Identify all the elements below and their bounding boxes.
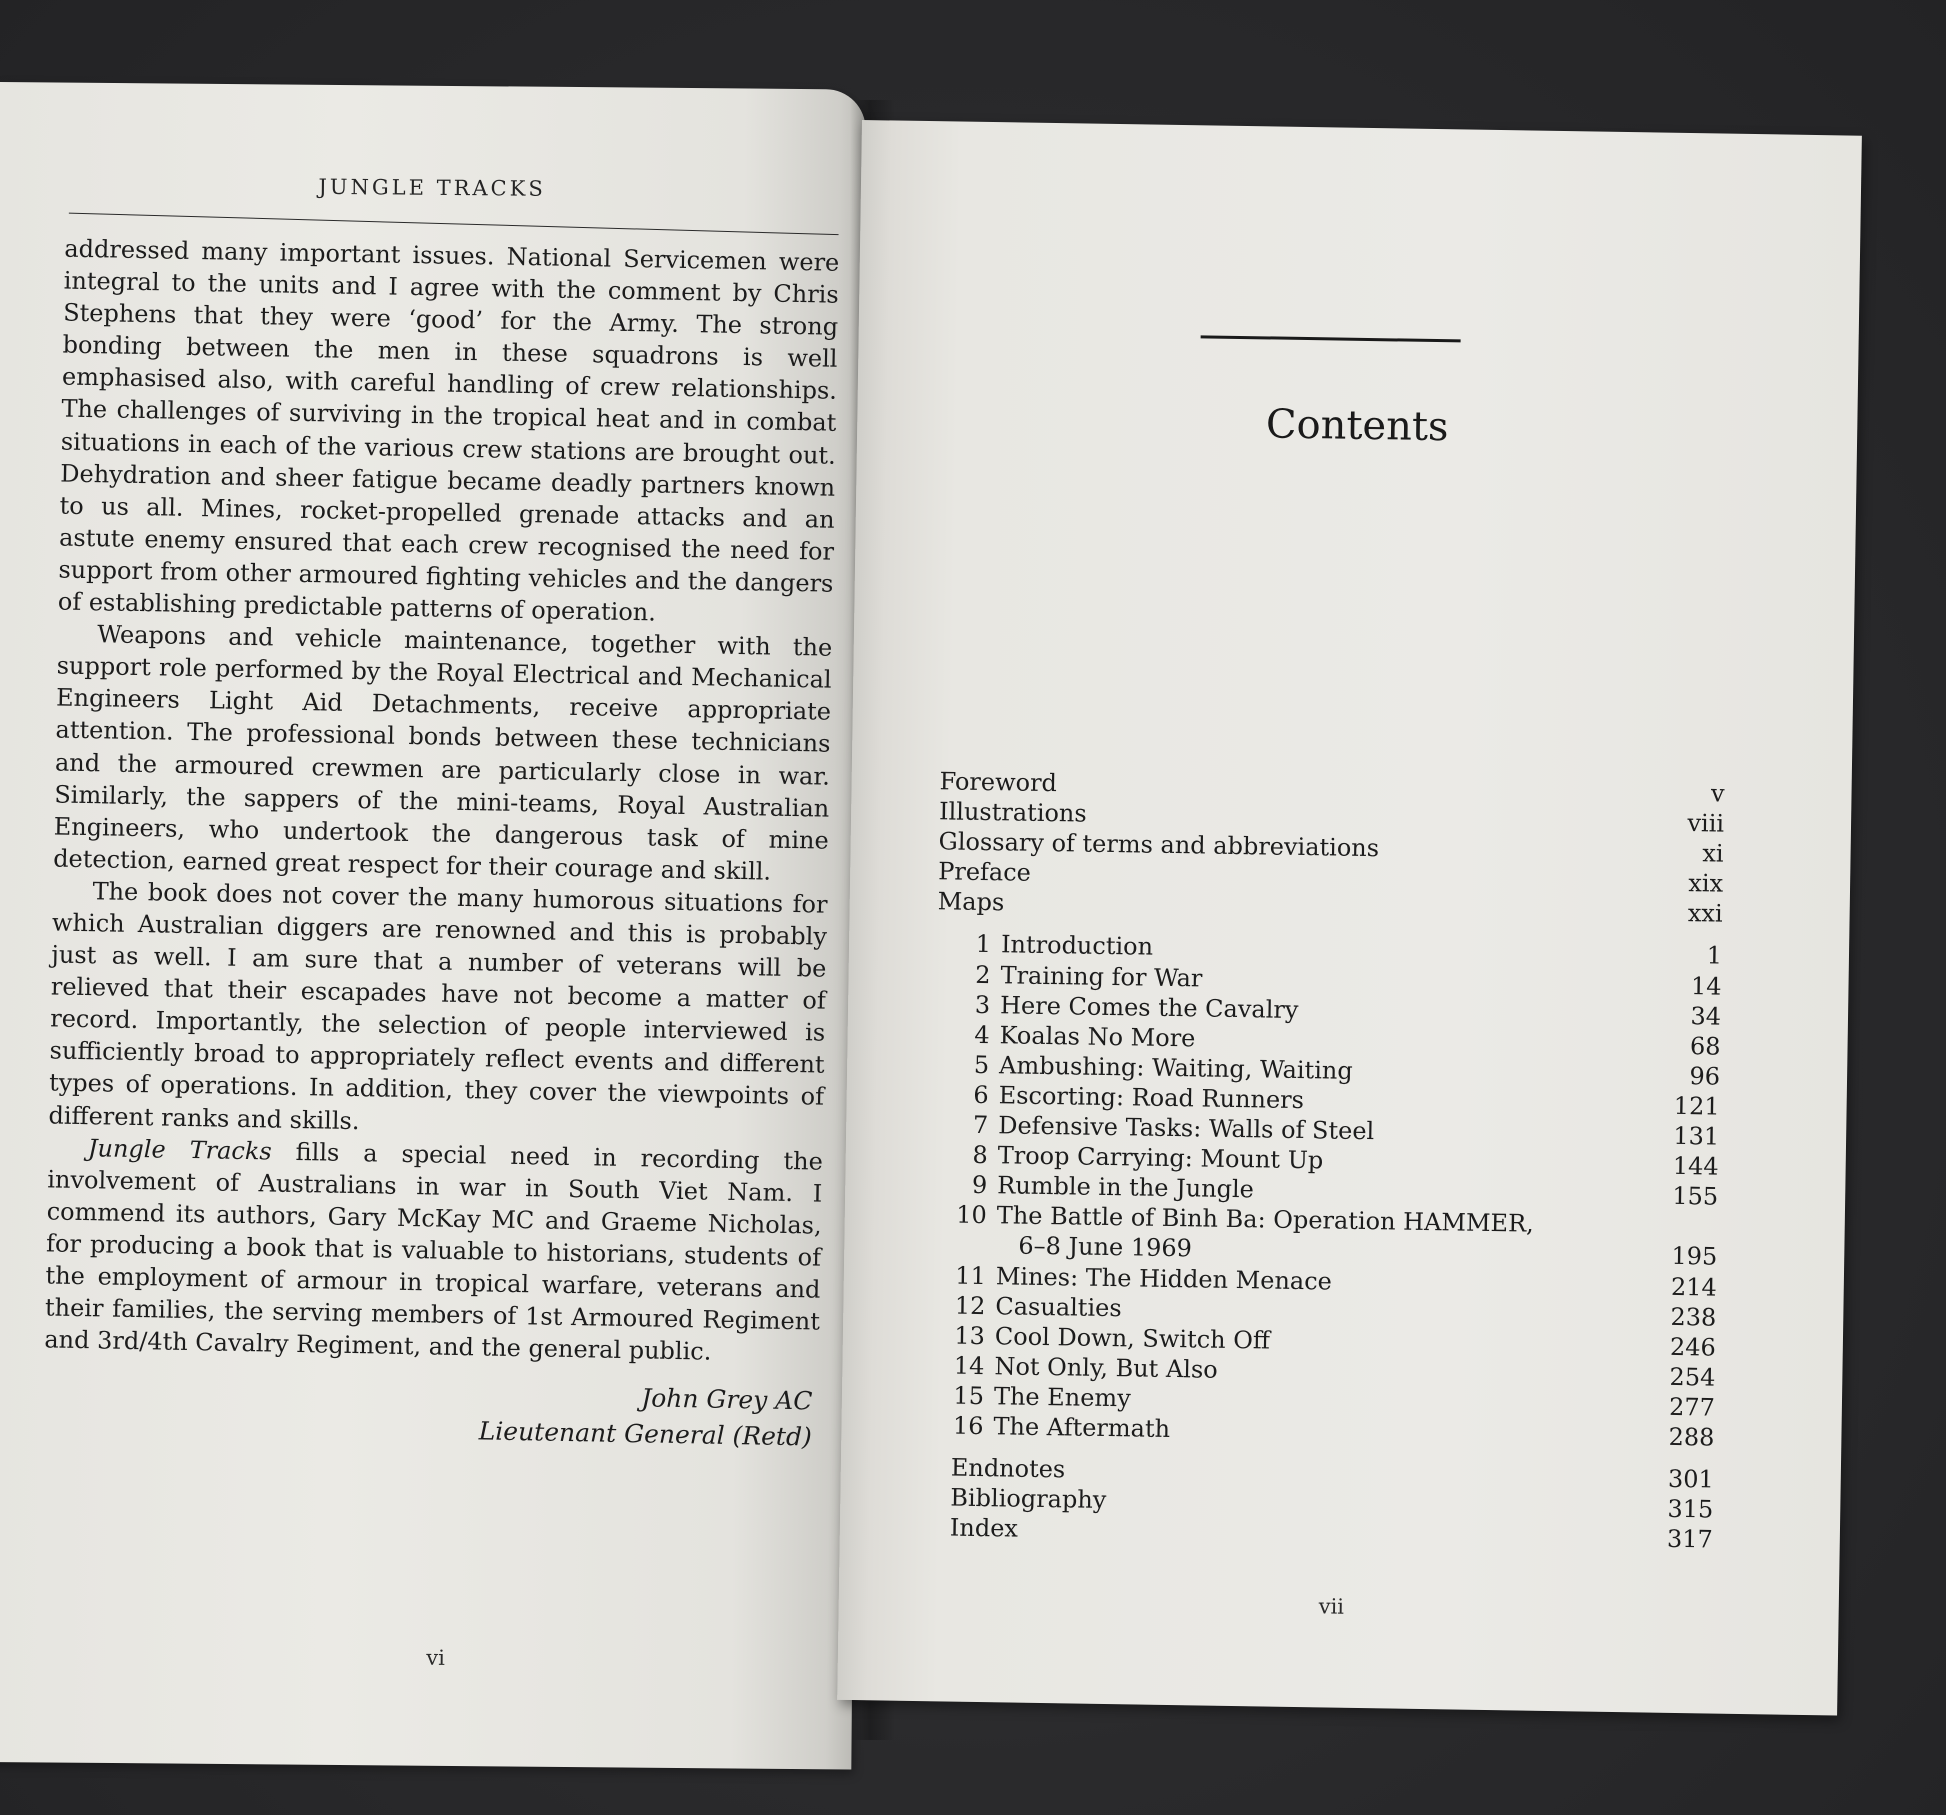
toc-page: 144 [1672, 1151, 1719, 1181]
paragraph-1: addressed many important issues. National Servicemen were integral to the units and I agree with the comment by Chris Stephens that they were ‘good’ for the Army. The strong bonding between the men in these squadrons is well emphasised also, with careful handling of crew relationships. The challenges of surviving in the tropical heat and in combat situations in each of the various crew stations are brought out. Dehydration and sheer fatigue became deadly partners known to us all. Mines, rocket-propelled grenade attacks and an astute enemy ensured that each crew recognised the need for support from other armoured fighting vehicles and the dangers of establishing predictable patterns of operation. [57, 234, 840, 627]
left-page-body [43, 233, 840, 1456]
toc-page: 1 [1706, 941, 1723, 971]
toc-chapter: 6 Escorting: Road Runners 121 [973, 1080, 1720, 1121]
toc-page: 34 [1690, 1001, 1722, 1031]
toc-chapter: 7 Defensive Tasks: Walls of Steel 131 [972, 1110, 1720, 1151]
toc-page: 301 [1667, 1464, 1714, 1494]
toc-page: v [1710, 779, 1725, 808]
running-head-rule [69, 213, 839, 235]
toc-page: xix [1688, 869, 1724, 898]
book-title-italic: Jungle Tracks [87, 1133, 272, 1166]
paragraph-2: Weapons and vehicle maintenance, together with the support role performed by the Royal Electrical and Mechanical Engineers Light Aid Detachments, receive appropriate attention. The professional bonds between these technicians and the armoured crewmen are particularly close in war. Similarly, the sappers of the mini-teams, Royal Australian Engineers, who undertook the dangerous task of mine detection, earned great respect for their courage and skill. [52, 620, 833, 886]
toc-page: xi [1702, 839, 1724, 868]
toc-chapter: 15 The Enemy 277 [953, 1381, 1716, 1422]
toc-entry: Index 317 [949, 1513, 1714, 1554]
toc-page: 195 [1671, 1242, 1718, 1271]
contents-rule [1201, 335, 1461, 342]
toc-page: 315 [1667, 1494, 1714, 1524]
signature-name: John Grey AC [640, 1383, 813, 1416]
running-head: JUNGLE TRACKS [318, 174, 546, 201]
toc-chapter: 9 Rumble in the Jungle 155 [971, 1171, 1719, 1211]
toc-entry: Endnotes 301 [950, 1453, 1714, 1494]
toc-chapter: 14 Not Only, But Also 254 [953, 1351, 1716, 1392]
toc-chapter: 12 Casualties 238 [954, 1291, 1717, 1332]
toc-chapter: 11 Mines: The Hidden Menace 214 [955, 1261, 1717, 1302]
right-page [837, 120, 1862, 1716]
toc-page: 288 [1668, 1422, 1715, 1452]
toc-entry: Glossary of terms and abbreviations xi [938, 827, 1724, 868]
toc-page: 214 [1670, 1272, 1717, 1302]
toc-entry: Illustrations viii [938, 797, 1725, 838]
toc-chapter: 1 Introduction 1 [975, 930, 1723, 971]
toc-page: 131 [1673, 1121, 1720, 1151]
toc-chapter: 13 Cool Down, Switch Off 246 [954, 1321, 1717, 1362]
toc-page: 68 [1689, 1031, 1721, 1061]
toc-page: 155 [1672, 1182, 1719, 1211]
toc-chapter: 10 The Battle of Binh Ba: Operation HAMMER, [956, 1200, 1534, 1238]
paragraph-4 [44, 1131, 823, 1370]
toc-page: 254 [1669, 1362, 1716, 1392]
toc-chapter: 3 Here Comes the Cavalry 34 [974, 990, 1722, 1031]
page-number-left: vi [426, 1645, 445, 1670]
left-page [0, 82, 866, 1769]
signature-rank: Lieutenant General (Retd) [478, 1416, 813, 1452]
paragraph-3: The book does not cover the many humorous situations for which Australian diggers are renowned and this is probably just as well. I am sure that a number of veterans will be relieved that their escapades have not become a matter of record. Importantly, the selection of people interviewed is sufficiently broad to appropriately reflect events and different types of operations. In addition, they cover the viewpoints of different ranks and skills. [48, 877, 828, 1135]
toc-page: xxi [1687, 899, 1723, 928]
toc-page: 317 [1666, 1525, 1714, 1554]
toc-page: viii [1687, 809, 1725, 838]
toc-chapter: 8 Troop Carrying: Mount Up 144 [972, 1140, 1719, 1181]
table-of-contents [928, 766, 1725, 1555]
signature-block [43, 1370, 819, 1456]
toc-page: 121 [1673, 1091, 1720, 1121]
toc-entry: Bibliography 315 [950, 1483, 1714, 1524]
contents-title: Contents [1265, 401, 1449, 451]
page-number-right: vii [1318, 1594, 1345, 1619]
toc-page: 14 [1690, 971, 1722, 1001]
paragraph-4-text: fills a special need in recording the involvement of Australians in war in South Viet Nam. I commend its authors, Gary McKay MC and Graeme Nicholas, for producing a book that is valuable to historians, students of the employment of armour in tropical warfare, veterans and their families, the serving members of 1st Armoured Regiment and 3rd/4th Cavalry Regiment, and the general public. [44, 1137, 824, 1366]
toc-chapter: 16 The Aftermath 288 [952, 1411, 1715, 1452]
toc-chapter-continued: 6–8 June 1969 195 [1018, 1232, 1718, 1271]
toc-entry: Maps xxi [937, 887, 1723, 928]
toc-page: 238 [1670, 1302, 1717, 1332]
toc-page: 96 [1689, 1061, 1721, 1091]
toc-entry: Foreword v [939, 767, 1725, 808]
toc-chapter: 2 Training for War 14 [975, 960, 1722, 1001]
toc-page: 277 [1668, 1392, 1716, 1422]
toc-page: 246 [1669, 1332, 1717, 1362]
toc-entry: Preface xix [937, 857, 1724, 898]
toc-chapter: 5 Ambushing: Waiting, Waiting 96 [973, 1050, 1721, 1091]
toc-chapter: 4 Koalas No More 68 [974, 1020, 1721, 1061]
